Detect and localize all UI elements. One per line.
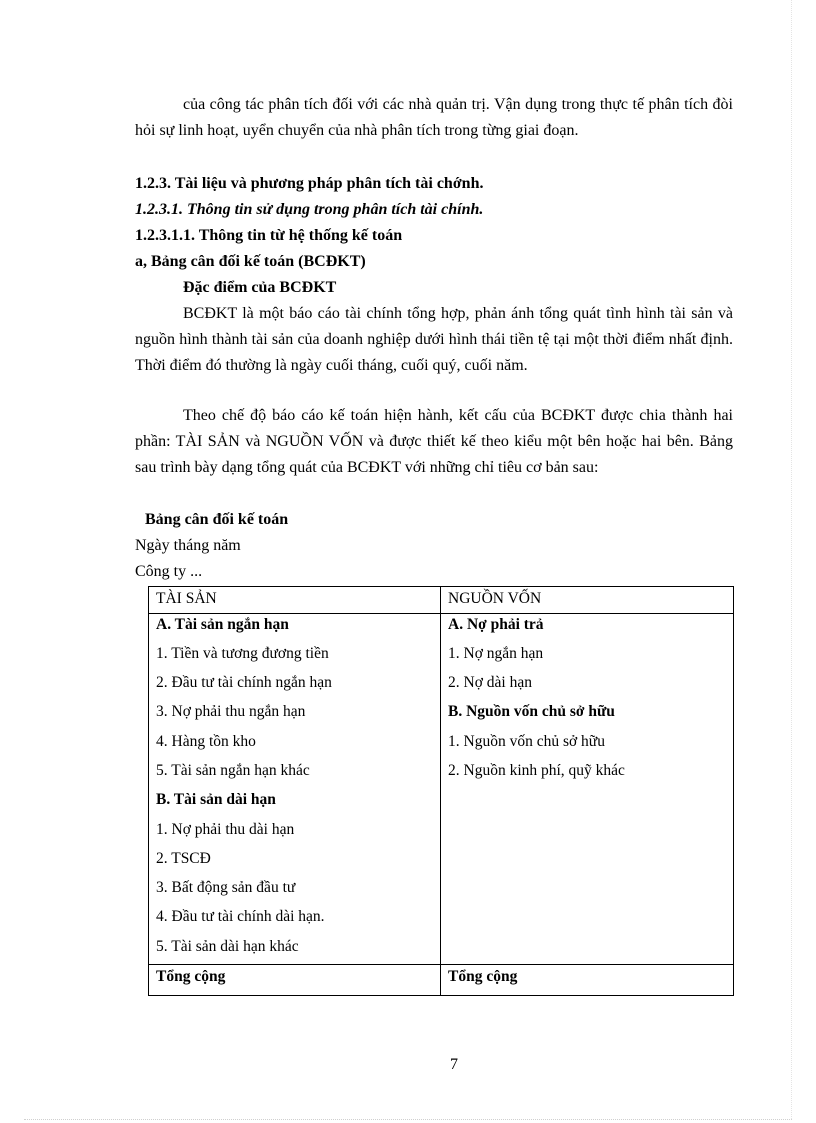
assets-a-item: 5. Tài sản ngắn hạn khác <box>156 762 310 779</box>
heading-features: Đặc điểm của BCĐKT <box>183 279 337 296</box>
intro-paragraph: của công tác phân tích đối với các nhà quản trị. Vận dụng trong thực tế phân tích đòi hỏi sự linh hoạt, uyển chuyển của nhà phân tích trong từng giai đoạn. <box>135 96 733 139</box>
assets-a-item: 4. Hàng tồn kho <box>156 733 256 750</box>
page-bottom-border <box>24 1119 792 1120</box>
page-number: 7 <box>450 1056 458 1073</box>
assets-total: Tổng cộng <box>156 968 226 985</box>
heading-a-balance-sheet: a, Bảng cân đối kế toán (BCĐKT) <box>135 253 366 270</box>
page-side-border <box>791 0 792 1119</box>
assets-a-item: 2. Đầu tư tài chính ngắn hạn <box>156 674 332 691</box>
capital-section-a: A. Nợ phải trả <box>448 616 544 633</box>
paragraph-balance-sheet-definition: BCĐKT là một báo cáo tài chính tổng hợp, phản ánh tổng quát tình hình tài sản và nguồn hình thành tài sản của doanh nghiệp dưới hình thái tiền tệ tại một thời điểm nhất định. Thời điểm đó thường là ngày cuối tháng, cuối quý, cuối năm. <box>135 305 733 374</box>
heading-1-2-3-1-1: 1.2.3.1.1. Thông tin từ hệ thống kế toán <box>135 227 403 244</box>
table-header-divider <box>149 613 733 614</box>
assets-a-item: 1. Tiền và tương đương tiền <box>156 645 329 662</box>
capital-section-b: B. Nguồn vốn chủ sở hữu <box>448 703 615 720</box>
company-line: Công ty ... <box>135 563 203 580</box>
assets-b-item: 1. Nợ phải thu dài hạn <box>156 821 295 838</box>
capital-a-item: 2. Nợ dài hạn <box>448 674 532 691</box>
capital-total: Tổng cộng <box>448 968 518 985</box>
header-assets: TÀI SẢN <box>156 590 217 607</box>
header-capital: NGUỒN VỐN <box>448 590 542 607</box>
table-total-divider <box>149 964 733 965</box>
assets-b-item: 4. Đầu tư tài chính dài hạn. <box>156 908 325 925</box>
assets-b-item: 3. Bất động sản đầu tư <box>156 879 296 896</box>
assets-a-item: 3. Nợ phải thu ngắn hạn <box>156 703 306 720</box>
table-column-divider <box>440 587 441 995</box>
capital-b-item: 2. Nguồn kinh phí, quỹ khác <box>448 762 625 779</box>
assets-b-item: 2. TSCĐ <box>156 850 211 867</box>
heading-1-2-3: 1.2.3. Tài liệu và phương pháp phân tích tài chớnh. <box>135 175 484 192</box>
date-line: Ngày tháng năm <box>135 537 241 554</box>
balance-sheet-table <box>148 586 734 996</box>
table-title: Bảng cân đối kế toán <box>145 511 289 528</box>
capital-b-item: 1. Nguồn vốn chủ sở hữu <box>448 733 605 750</box>
heading-1-2-3-1: 1.2.3.1. Thông tin sử dụng trong phân tích tài chính. <box>135 201 484 218</box>
assets-section-b: B. Tài sản dài hạn <box>156 791 276 808</box>
assets-b-item: 5. Tài sản dài hạn khác <box>156 938 299 955</box>
assets-section-a: A. Tài sản ngắn hạn <box>156 616 289 633</box>
capital-a-item: 1. Nợ ngắn hạn <box>448 645 544 662</box>
paragraph-structure: Theo chế độ báo cáo kế toán hiện hành, kết cấu của BCĐKT được chia thành hai phần: TÀI SẢN và NGUỒN VỐN và được thiết kế theo kiểu một bên hoặc hai bên. Bảng sau trình bày dạng tổng quát của BCĐKT với những chỉ tiêu cơ bản sau: <box>135 407 733 476</box>
